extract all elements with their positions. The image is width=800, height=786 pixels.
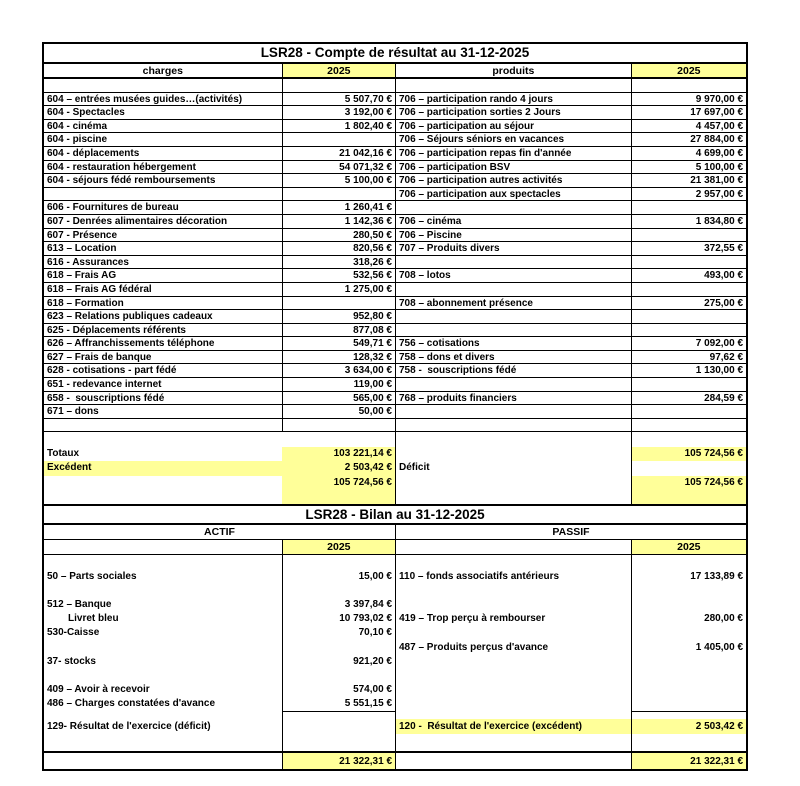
produits-total-value: 105 724,56 €	[631, 447, 746, 461]
produit-label: 706 – participation autres activités	[395, 174, 631, 187]
actif-amount: 70,10 €	[282, 626, 395, 640]
actif-header: ACTIF	[204, 526, 235, 539]
actif-label: Livret bleu	[68, 613, 119, 625]
produit-amount: 4 699,00 €	[631, 147, 746, 160]
balanced-total-row	[44, 476, 746, 490]
actif-label: 50 – Parts sociales	[47, 570, 137, 582]
income-table-row	[44, 201, 746, 215]
produit-amount: 2 957,00 €	[631, 188, 746, 201]
charge-label: 606 - Fournitures de bureau	[47, 202, 179, 214]
income-table-row	[44, 364, 746, 378]
charge-label	[44, 188, 282, 201]
produit-label	[395, 324, 631, 337]
produit-amount: 17 697,00 €	[631, 106, 746, 119]
charge-label	[44, 419, 282, 432]
passif-amount: 280,00 €	[631, 612, 746, 626]
charge-label: 604 – entrées musées guides…(activités)	[47, 93, 243, 105]
income-table-row	[44, 297, 746, 311]
income-table-row	[44, 283, 746, 297]
charge-amount	[282, 133, 395, 146]
produits-column-header: produits	[395, 64, 631, 77]
result-spacer-bottom	[44, 734, 746, 751]
balance-table-row	[44, 697, 746, 711]
financial-statement-sheet	[42, 42, 748, 771]
charge-amount: 128,32 €	[282, 351, 395, 364]
produit-label: 706 – participation sorties 2 Jours	[395, 106, 631, 119]
charge-label: 626 – Affranchissements téléphone	[47, 338, 215, 350]
income-table-row	[44, 242, 746, 256]
produit-amount: 284,59 €	[631, 392, 746, 405]
produit-label	[395, 283, 631, 296]
charge-label: 616 - Assurances	[47, 256, 129, 268]
totaux-label: Totaux	[47, 447, 80, 459]
balance-result-block	[44, 711, 746, 751]
balance-table-row	[44, 598, 746, 612]
balance-table-row	[44, 683, 746, 697]
charge-label: 651 - redevance internet	[47, 379, 162, 391]
excedent-label: Excédent	[44, 461, 282, 475]
charge-label: 607 - Denrées alimentaires décoration	[47, 215, 228, 227]
income-table-row	[44, 106, 746, 120]
actif-amount	[282, 641, 395, 655]
produit-label: 706 – participation repas fin d'année	[395, 147, 631, 160]
charge-amount: 565,00 €	[282, 392, 395, 405]
produit-amount: 7 092,00 €	[631, 337, 746, 350]
income-table-row	[44, 120, 746, 134]
produit-amount	[631, 324, 746, 337]
charge-amount: 21 042,16 €	[282, 147, 395, 160]
income-table-row	[44, 392, 746, 406]
result-spacer-top	[44, 711, 746, 719]
income-table-row	[44, 405, 746, 419]
income-table-row	[44, 310, 746, 324]
actif-label	[44, 584, 282, 598]
actif-amount: 574,00 €	[282, 683, 395, 697]
income-table-row	[44, 337, 746, 351]
charge-label: 671 – dons	[47, 406, 99, 418]
actif-label	[44, 641, 282, 655]
excedent-deficit-row	[44, 461, 746, 475]
produit-label: 708 – lotos	[395, 269, 631, 282]
charge-amount: 5 100,00 €	[282, 174, 395, 187]
actif-amount	[282, 669, 395, 683]
passif-label	[395, 598, 631, 612]
actif-year-header: 2025	[282, 540, 395, 554]
charges-total-value: 103 221,14 €	[282, 447, 395, 461]
passif-label	[395, 584, 631, 598]
charge-amount: 1 275,00 €	[282, 283, 395, 296]
charges-column-header: charges	[142, 65, 183, 77]
income-header-row	[44, 64, 746, 79]
income-table-row	[44, 351, 746, 365]
balance-grand-total-row	[44, 751, 746, 769]
passif-label	[395, 626, 631, 640]
charge-label: 627 – Frais de banque	[47, 351, 152, 363]
produit-amount: 275,00 €	[631, 297, 746, 310]
produit-label: 768 – produits financiers	[395, 392, 631, 405]
charge-label: 628 - cotisations - part fédé	[47, 365, 177, 377]
deficit-result-label: 129- Résultat de l'exercice (déficit)	[47, 721, 211, 733]
produit-amount: 27 884,00 €	[631, 133, 746, 146]
income-table-row	[44, 93, 746, 107]
totals-bottom-spacer-row	[44, 490, 746, 504]
charge-amount: 1 802,40 €	[282, 120, 395, 133]
charge-label: 607 - Présence	[47, 229, 118, 241]
produit-label: 756 – cotisations	[395, 337, 631, 350]
produit-label	[395, 256, 631, 269]
produits-year-header: 2025	[631, 64, 746, 77]
actif-label	[44, 555, 282, 569]
charge-label: 623 – Relations publiques cadeaux	[47, 311, 213, 323]
charge-amount	[282, 297, 395, 310]
passif-year-header: 2025	[631, 540, 746, 554]
produit-label: 706 – participation au séjour	[395, 120, 631, 133]
income-table-row	[44, 133, 746, 147]
charge-amount: 50,00 €	[282, 405, 395, 418]
produit-amount: 372,55 €	[631, 242, 746, 255]
charge-amount: 54 071,32 €	[282, 161, 395, 174]
charge-amount	[282, 188, 395, 201]
produit-amount: 1 834,80 €	[631, 215, 746, 228]
result-row	[44, 719, 746, 734]
actif-label: 530-Caisse	[47, 627, 100, 639]
produit-amount: 21 381,00 €	[631, 174, 746, 187]
charge-amount: 877,08 €	[282, 324, 395, 337]
produit-amount	[631, 79, 746, 92]
passif-amount	[631, 598, 746, 612]
actif-amount: 10 793,02 €	[282, 612, 395, 626]
passif-label	[395, 697, 631, 711]
charge-label: 604 - piscine	[47, 134, 108, 146]
passif-header: PASSIF	[395, 525, 746, 539]
income-table-row	[44, 215, 746, 229]
produit-label	[395, 405, 631, 418]
produit-label: 758 – dons et divers	[395, 351, 631, 364]
passif-amount	[631, 683, 746, 697]
produit-amount: 1 130,00 €	[631, 364, 746, 377]
passif-amount: 17 133,89 €	[631, 570, 746, 584]
income-table-row	[44, 256, 746, 270]
passif-grand-total: 21 322,31 €	[631, 753, 746, 769]
charge-amount: 532,56 €	[282, 269, 395, 282]
produit-amount	[631, 405, 746, 418]
passif-amount	[631, 669, 746, 683]
produit-label: 706 – participation aux spectacles	[395, 188, 631, 201]
charge-label: 604 - déplacements	[47, 147, 140, 159]
produit-label	[395, 79, 631, 92]
totaux-row	[44, 447, 746, 461]
income-table-row	[44, 229, 746, 243]
charge-amount	[282, 79, 395, 92]
balanced-total-left: 105 724,56 €	[282, 476, 395, 490]
income-statement-title: LSR28 - Compte de résultat au 31-12-2025	[44, 44, 746, 64]
passif-label: 419 – Trop perçu à rembourser	[395, 612, 631, 626]
balance-sheet-title: LSR28 - Bilan au 31-12-2025	[44, 504, 746, 525]
charge-amount: 119,00 €	[282, 378, 395, 391]
actif-amount: 15,00 €	[282, 570, 395, 584]
charge-label: 613 – Location	[47, 243, 117, 255]
produit-amount: 5 100,00 €	[631, 161, 746, 174]
produit-label: 706 – Séjours séniors en vacances	[395, 133, 631, 146]
charge-amount: 318,26 €	[282, 256, 395, 269]
passif-label	[395, 669, 631, 683]
charge-label: 604 - restauration hébergement	[47, 161, 196, 173]
excedent-result-label: 120 - Résultat de l'exercice (excédent)	[395, 719, 631, 734]
income-table-row	[44, 188, 746, 202]
passif-amount: 1 405,00 €	[631, 641, 746, 655]
income-table-row	[44, 324, 746, 338]
charge-label: 618 – Formation	[47, 297, 124, 309]
charge-label: 604 - cinéma	[47, 120, 108, 132]
produit-amount: 97,62 €	[631, 351, 746, 364]
passif-amount	[631, 555, 746, 569]
produit-amount: 9 970,00 €	[631, 93, 746, 106]
actif-amount	[282, 555, 395, 569]
charge-amount: 1 142,36 €	[282, 215, 395, 228]
produit-amount	[631, 310, 746, 323]
excedent-value: 2 503,42 €	[282, 461, 395, 475]
charge-label: 618 – Frais AG fédéral	[47, 283, 152, 295]
actif-amount	[282, 584, 395, 598]
produit-label: 706 – cinéma	[395, 215, 631, 228]
produit-label: 706 – participation BSV	[395, 161, 631, 174]
charge-label: 625 - Déplacements référents	[47, 324, 186, 336]
charge-amount: 3 634,00 €	[282, 364, 395, 377]
income-table-row	[44, 161, 746, 175]
charge-amount: 952,80 €	[282, 310, 395, 323]
actif-label: 486 – Charges constatées d'avance	[47, 698, 216, 710]
balance-table-row	[44, 669, 746, 683]
actif-grand-total: 21 322,31 €	[282, 753, 395, 769]
produit-label: 707 – Produits divers	[395, 242, 631, 255]
income-table-row	[44, 79, 746, 93]
produit-amount: 493,00 €	[631, 269, 746, 282]
charge-amount: 3 192,00 €	[282, 106, 395, 119]
income-table-row	[44, 378, 746, 392]
totals-spacer-row	[44, 432, 746, 446]
charge-label	[44, 79, 282, 92]
income-table-row	[44, 419, 746, 433]
charge-label: 604 - Spectacles	[47, 107, 125, 119]
balance-table-row	[44, 555, 746, 569]
actif-amount: 3 397,84 €	[282, 598, 395, 612]
passif-label	[395, 683, 631, 697]
charge-label: 604 - séjours fédé remboursements	[47, 175, 216, 187]
charge-amount: 5 507,70 €	[282, 93, 395, 106]
produit-amount	[631, 378, 746, 391]
charge-label: 618 – Frais AG	[47, 270, 117, 282]
produit-label: 758 - souscriptions fédé	[395, 364, 631, 377]
excedent-result-value: 2 503,42 €	[631, 719, 746, 734]
produit-label	[395, 378, 631, 391]
income-table-body	[44, 79, 746, 432]
passif-label: 110 – fonds associatifs antérieurs	[395, 570, 631, 584]
passif-amount	[631, 697, 746, 711]
charge-amount: 1 260,41 €	[282, 201, 395, 214]
balance-table-row	[44, 626, 746, 640]
produit-amount	[631, 419, 746, 432]
actif-label: 409 – Avoir à recevoir	[47, 684, 150, 696]
passif-amount	[631, 626, 746, 640]
income-table-row	[44, 147, 746, 161]
produit-label	[395, 201, 631, 214]
produit-amount: 4 457,00 €	[631, 120, 746, 133]
income-table-row	[44, 174, 746, 188]
passif-label	[395, 555, 631, 569]
produit-label	[395, 419, 631, 432]
produit-label: 708 – abonnement présence	[395, 297, 631, 310]
balance-table-row	[44, 570, 746, 584]
passif-amount	[631, 655, 746, 669]
charge-amount: 280,50 €	[282, 229, 395, 242]
actif-amount: 921,20 €	[282, 655, 395, 669]
produit-label	[395, 310, 631, 323]
deficit-label: Déficit	[395, 461, 631, 475]
produit-label: 706 – Piscine	[395, 229, 631, 242]
income-totals-block	[44, 432, 746, 504]
produit-amount	[631, 229, 746, 242]
balance-table-body	[44, 555, 746, 711]
passif-label	[395, 655, 631, 669]
produit-label: 706 – participation rando 4 jours	[395, 93, 631, 106]
produit-amount	[631, 283, 746, 296]
balance-table-row	[44, 641, 746, 655]
balance-year-header-row	[44, 540, 746, 555]
actif-label: 512 – Banque	[47, 598, 112, 610]
actif-label: 37- stocks	[47, 655, 96, 667]
passif-label: 487 – Produits perçus d'avance	[395, 641, 631, 655]
charge-amount: 549,71 €	[282, 337, 395, 350]
actif-label	[44, 669, 282, 683]
passif-amount	[631, 584, 746, 598]
balance-table-row	[44, 612, 746, 626]
balance-table-row	[44, 655, 746, 669]
charge-amount	[282, 419, 395, 432]
income-table-row	[44, 269, 746, 283]
produit-amount	[631, 201, 746, 214]
balance-table-row	[44, 584, 746, 598]
charge-label: 658 - souscriptions fédé	[47, 392, 165, 404]
charge-amount: 820,56 €	[282, 242, 395, 255]
actif-passif-header-row	[44, 525, 746, 540]
produit-amount	[631, 256, 746, 269]
balanced-total-right: 105 724,56 €	[631, 476, 746, 490]
charges-year-header: 2025	[282, 64, 395, 77]
actif-amount: 5 551,15 €	[282, 697, 395, 711]
